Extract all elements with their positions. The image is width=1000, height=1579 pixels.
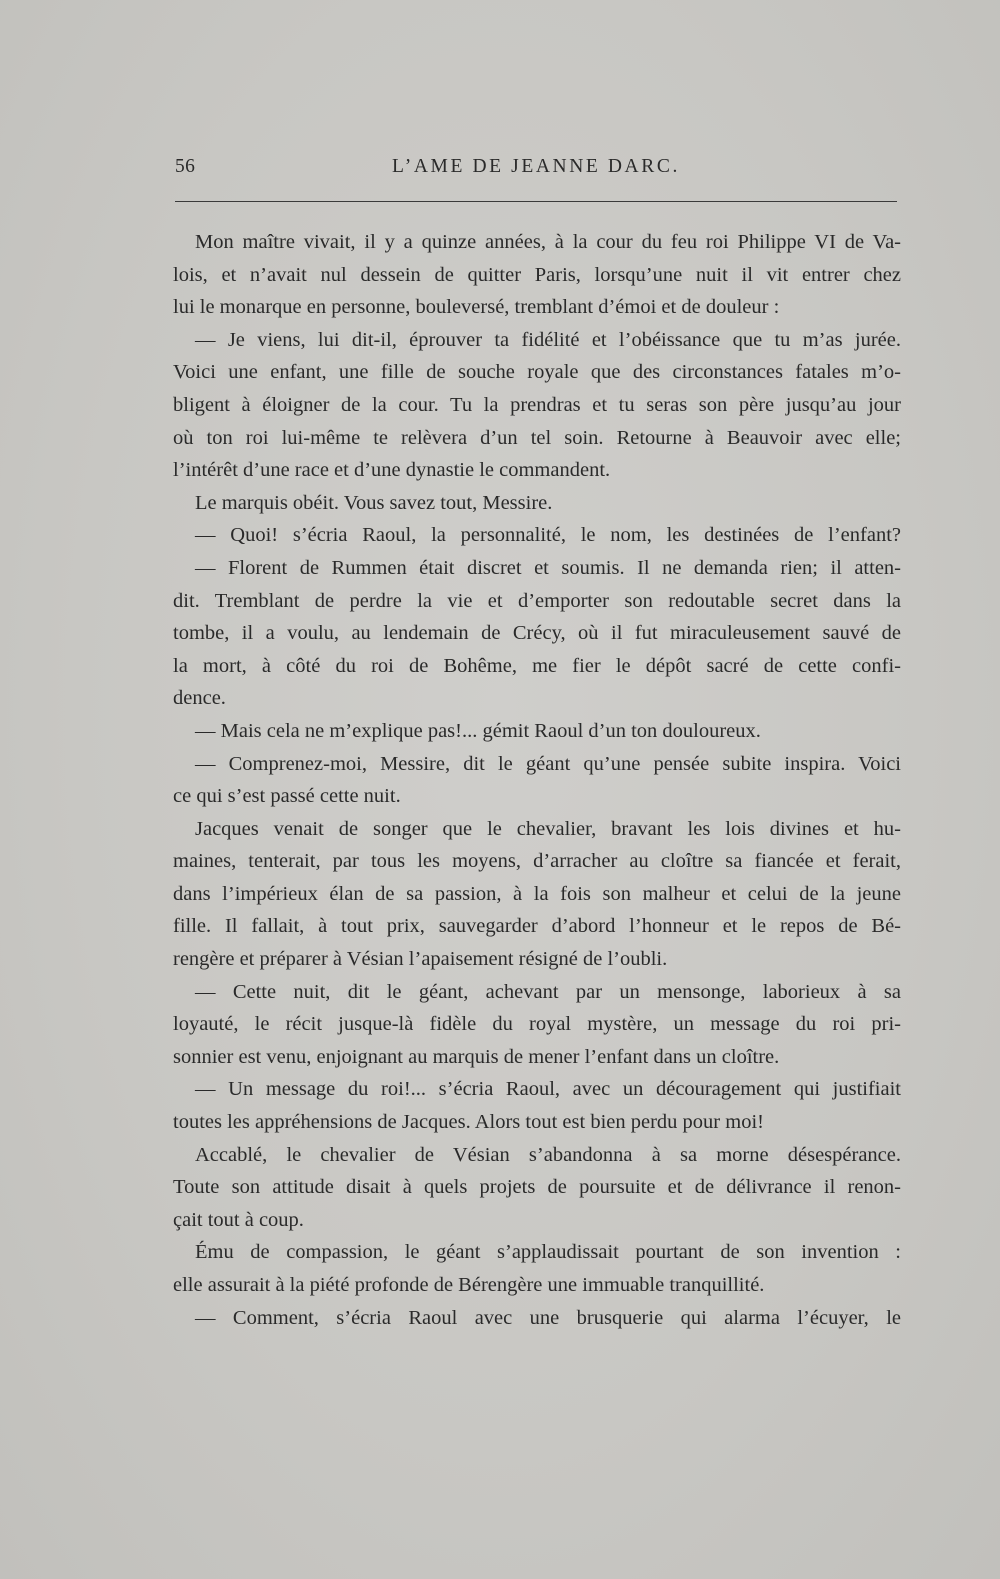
text-line: fille. Il fallait, à tout prix, sauvegarder d’abord l’honneur et le repos de Bé- [173,915,901,938]
text-line: Jacques venait de songer que le chevalier, bravant les lois divines et hu- [195,817,901,840]
text-line: — Mais cela ne m’explique pas!... gémit Raoul d’un ton douloureux. [195,719,761,742]
text-line: dence. [173,687,226,710]
text-line: tombe, il a voulu, au lendemain de Crécy, où il fut miraculeusement sauvé de [173,622,901,645]
text-line: — Un message du roi!... s’écria Raoul, avec un découragement qui justifiait [195,1078,901,1101]
text-line: l’intérêt d’une race et d’une dynastie le commandent. [173,459,611,482]
text-line: Toute son attitude disait à quels projets de poursuite et de délivrance il renon- [173,1176,901,1199]
text-line: Accablé, le chevalier de Vésian s’abandonna à sa morne désespérance. [195,1143,901,1166]
text-line: — Cette nuit, dit le géant, achevant par un mensonge, laborieux à sa [195,980,901,1003]
running-header [175,156,897,186]
text-line: — Quoi! s’écria Raoul, la personnalité, le nom, les destinées de l’enfant? [195,524,901,547]
header-rule [175,201,897,202]
text-line: sonnier est venu, enjoignant au marquis de mener l’enfant dans un cloître. [173,1045,780,1068]
text-line: Voici une enfant, une fille de souche royale que des circonstances fatales m’o- [173,361,901,384]
text-line: ce qui s’est passé cette nuit. [173,785,401,808]
text-line: — Comment, s’écria Raoul avec une brusquerie qui alarma l’écuyer, le [195,1306,901,1329]
text-line: Mon maître vivait, il y a quinze années, à la cour du feu roi Philippe VI de Va- [195,231,901,253]
text-line: dans l’impérieux élan de sa passion, à la fois son malheur et celui de la jeune [173,882,901,905]
text-line: la mort, à côté du roi de Bohême, me fier le dépôt sacré de cette confi- [173,654,901,677]
text-line: Ému de compassion, le géant s’applaudissait pourtant de son invention : [195,1241,901,1264]
text-line: lui le monarque en personne, bouleversé, tremblant d’émoi et de douleur : [173,296,780,319]
text-line: — Je viens, lui dit-il, éprouver ta fidélité et l’obéissance que tu m’as jurée. [195,328,901,351]
text-line: où ton roi lui-même te relèvera d’un tel soin. Retourne à Beauvoir avec elle; [173,426,901,449]
text-line: Le marquis obéit. Vous savez tout, Messire. [195,491,553,514]
text-line: loyauté, le récit jusque-là fidèle du royal mystère, un message du roi pri- [173,1013,901,1036]
text-line: — Comprenez-moi, Messire, dit le géant qu’une pensée subite inspira. Voici [195,752,901,775]
text-line: lois, et n’avait nul dessein de quitter Paris, lorsqu’une nuit il vit entrer chez [173,263,901,286]
body-text [173,226,901,1334]
page-number: 56 [175,156,196,177]
text-line: bligent à éloigner de la cour. Tu la prendras et tu seras son père jusqu’au jour [173,393,901,416]
text-line: elle assurait à la piété profonde de Bérengère une immuable tranquillité. [173,1274,765,1296]
text-line: maines, tenterait, par tous les moyens, d’arracher au cloître sa fiancée et ferait, [173,850,901,873]
text-line: çait tout à coup. [173,1208,304,1231]
text-line: rengère et préparer à Vésian l’apaisement résigné de l’oubli. [173,948,668,971]
text-line: toutes les appréhensions de Jacques. Alors tout est bien perdu pour moi! [173,1111,764,1134]
running-title: L’AME DE JEANNE DARC. [392,156,680,177]
text-line: — Florent de Rummen était discret et soumis. Il ne demanda rien; il atten- [195,556,901,579]
text-line: dit. Tremblant de perdre la vie et d’emporter son redoutable secret dans la [173,589,901,612]
